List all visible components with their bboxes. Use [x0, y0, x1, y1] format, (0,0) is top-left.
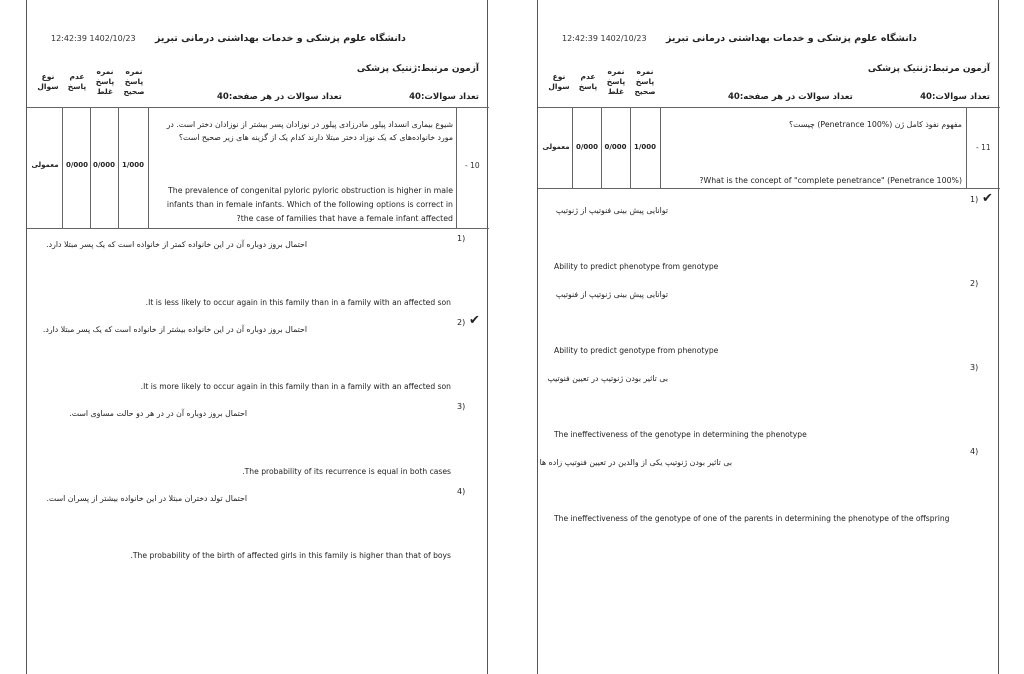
divider: [27, 228, 489, 229]
option-text-en[interactable]: The ineffectiveness of the genotype of one of the parents in determining the phenotype of the offspring: [554, 514, 950, 523]
selected-check-icon: ✔: [982, 191, 993, 206]
questions-per-page: تعداد سوالات در هر صفحه:40: [728, 92, 853, 102]
noanswer-score: 0/000: [575, 143, 599, 151]
question-text-fa: شیوع بیماری انسداد پیلور مادرزادی پیلور در نوزادان پسر بیشتر از نوزادان دختر است. در مورد خانواده‌های که یک نوزاد دختر مبتلا دارند کدام یک از گزینه های زیر صحیح است؟: [166, 120, 453, 142]
option-number: 3): [457, 402, 466, 411]
divider: [456, 107, 457, 228]
exam-page-left: [26, 0, 488, 674]
noanswer-score: 0/000: [65, 161, 89, 169]
col-header-type: نوع سوال: [548, 72, 570, 91]
option-text-fa[interactable]: توانایی پیش بینی ژنوتیپ از فنوتیپ: [555, 290, 668, 299]
divider: [966, 107, 967, 188]
correct-score: 1/000: [633, 143, 657, 151]
col-header-noanswer: عدم پاسخ: [578, 72, 598, 91]
option-text-en[interactable]: Ability to predict genotype from phenotype: [554, 346, 719, 355]
option-number: 3): [970, 363, 979, 372]
option-text-fa[interactable]: بی تاثیر بودن ژنوتیپ یکی از والدین در تعیین فنوتیپ زاده ها: [539, 458, 732, 467]
timestamp: 12:42:39 1402/10/23: [51, 34, 136, 43]
col-header-correct: نمره پاسخ صحیح: [123, 67, 145, 96]
question-text-en: What is the concept of "complete penetrance" (Penetrance 100%)?: [699, 176, 962, 185]
option-text-fa[interactable]: احتمال تولد دختران مبتلا در این خانواده بیشتر از پسران است.: [46, 494, 247, 503]
question-number: - 10: [465, 161, 480, 170]
wrong-score: 0/000: [604, 143, 627, 151]
option-text-en[interactable]: It is less likely to occur again in this family than in a family with an affected son.: [145, 298, 451, 307]
university-title: دانشگاه علوم پزشکی و خدمات بهداشتی درمانی تبریز: [155, 33, 406, 44]
option-number: 2): [970, 279, 979, 288]
option-text-fa[interactable]: احتمال بروز دوباره آن در این خانواده بیشتر از خانواده است که یک پسر مبتلا دارد.: [42, 325, 307, 334]
option-number: 4): [970, 447, 979, 456]
question-type: معمولی: [31, 161, 59, 169]
questions-per-page: تعداد سوالات در هر صفحه:40: [217, 92, 342, 102]
question-text-fa: مفهوم نفوذ کامل ژن (Penetrance 100%) چیست؟: [788, 120, 962, 129]
option-number: 2): [457, 318, 466, 327]
divider: [148, 107, 149, 228]
option-text-en[interactable]: The probability of the birth of affected girls in this family is higher than that of boys.: [130, 551, 451, 560]
divider: [538, 107, 1000, 108]
exam-title: آزمون مرتبط:ژنتیک پزشکی: [356, 64, 479, 74]
total-questions: تعداد سوالات:40: [409, 92, 479, 102]
divider: [660, 107, 661, 188]
option-text-fa[interactable]: بی تاثیر بودن ژنوتیپ در تعیین فنوتیپ: [547, 374, 668, 383]
question-type: معمولی: [542, 143, 570, 151]
col-header-wrong: نمره پاسخ غلط: [95, 67, 115, 96]
col-header-type: نوع سوال: [37, 72, 59, 91]
divider: [538, 188, 1000, 189]
option-text-fa[interactable]: احتمال بروز دوباره آن در در هر دو حالت مساوی است.: [69, 409, 247, 418]
total-questions: تعداد سوالات:40: [920, 92, 990, 102]
option-number: 1): [457, 234, 466, 243]
option-number: 1): [970, 195, 979, 204]
timestamp: 12:42:39 1402/10/23: [562, 34, 647, 43]
correct-score: 1/000: [121, 161, 145, 169]
option-number: 4): [457, 487, 466, 496]
wrong-score: 0/000: [92, 161, 116, 169]
university-title: دانشگاه علوم پزشکی و خدمات بهداشتی درمانی تبریز: [666, 33, 917, 44]
question-text-en: The prevalence of congenital pyloric pyloric obstruction is higher in male infants than in female infants. Which of the following options is correct in the case of families that have a female infant affected?: [166, 186, 453, 223]
option-text-en[interactable]: The probability of its recurrence is equal in both cases.: [242, 467, 451, 476]
col-header-wrong: نمره پاسخ غلط: [606, 67, 626, 96]
option-text-fa[interactable]: احتمال بروز دوباره آن در این خانواده کمتر از خانواده است که یک پسر مبتلا دارد.: [46, 240, 307, 249]
option-text-en[interactable]: The ineffectiveness of the genotype in determining the phenotype: [554, 430, 807, 439]
exam-page-right: [537, 0, 999, 674]
option-text-en[interactable]: It is more likely to occur again in this family than in a family with an affected son.: [140, 382, 451, 391]
option-text-fa[interactable]: توانایی پیش بینی فنوتیپ از ژنوتیپ: [555, 206, 668, 215]
divider: [27, 107, 489, 108]
question-number: - 11: [976, 143, 991, 152]
selected-check-icon: ✔: [469, 313, 480, 328]
col-header-noanswer: عدم پاسخ: [67, 72, 87, 91]
col-header-correct: نمره پاسخ صحیح: [634, 67, 656, 96]
option-text-en[interactable]: Ability to predict phenotype from genotype: [554, 262, 719, 271]
exam-title: آزمون مرتبط:ژنتیک پزشکی: [867, 64, 990, 74]
